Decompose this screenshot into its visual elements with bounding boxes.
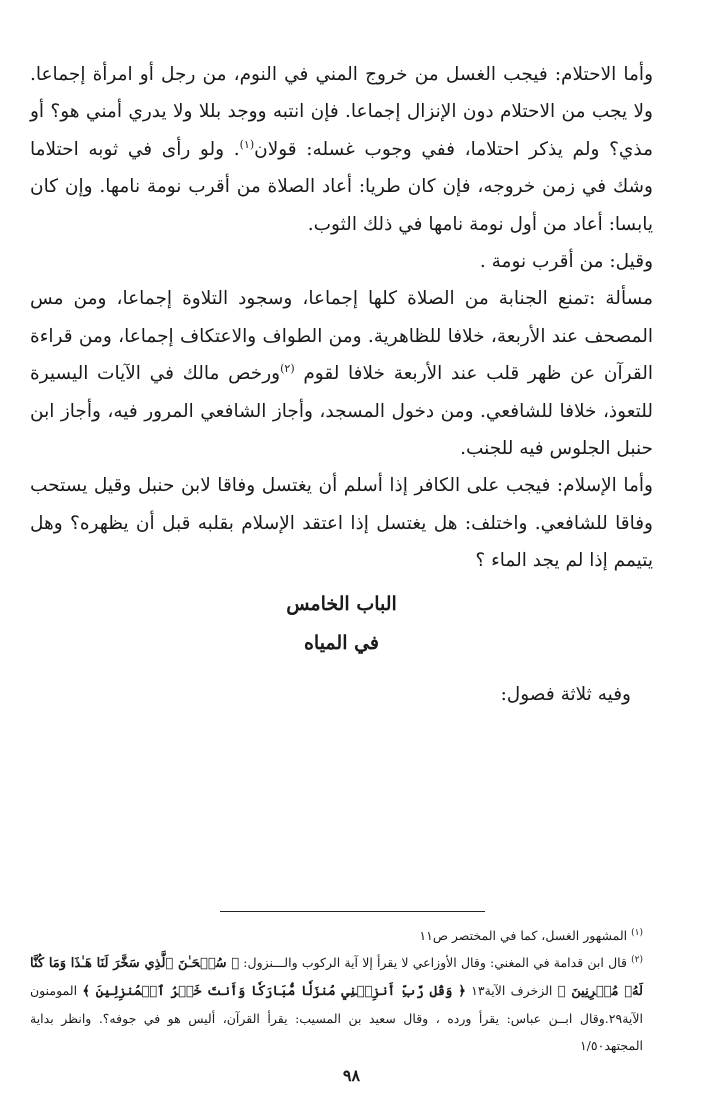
paragraph-text: وقيل: من أقرب نومة . xyxy=(479,251,653,273)
page-number: ٩٨ xyxy=(342,1066,361,1085)
footnote-ref-1: (١) xyxy=(239,137,255,151)
footnotes xyxy=(30,922,643,1059)
paragraph-qil xyxy=(30,243,653,280)
chapter-heading: الباب الخامس xyxy=(286,592,397,615)
paragraph-islam xyxy=(30,467,653,579)
footnote-text: المومنون الآية٢٩.وقال ابــن عباس: يقرأ ورده ، وقال سعيد بن المسيب: يقرأ القرآن، أليس هو في جوفه؟. وانظر بداية المجتهد١/٥٠ xyxy=(30,983,643,1053)
paragraph-text: وأما الاحتلام: فيجب الغسل من خروج المني في النوم، من رجل أو امرأة إجماعا. ولا يجب من الاحتلام دون الإنزال إجماعا. فإن انتبه ووجد بللا ولا يدري أمني هو؟ أو مذي؟ ولم يذكر احتلاما، ففي وجوب غسله: قولان xyxy=(30,64,653,160)
footnote-number: (١) xyxy=(631,927,643,938)
paragraph-text: ورخص مالك في الآيات اليسيرة للتعوذ، خلافا للشافعي. ومن دخول المسجد، وأجاز الشافعي المرور فيه، وأجاز ابن حنبل الجلوس فيه للجنب. xyxy=(30,363,653,460)
footnote-1 xyxy=(30,922,643,949)
paragraph-masala xyxy=(30,280,653,467)
paragraph-ihtilam xyxy=(30,56,653,243)
quran-verse: ﴿ وَقُل رَّبِّ أَنزِلۡنِي مُنزَلٗا مُّبَارَكٗا وَأَنتَ خَيۡرُ ٱلۡمُنزِلِينَ ﴾ xyxy=(82,984,466,999)
footnote-text: الزخرف الآية١٣ xyxy=(465,983,558,998)
footnote-ref-2: (٢) xyxy=(280,362,295,376)
chapter-intro: وفيه ثلاثة فصول: xyxy=(500,683,631,705)
paragraph-text: مسألة :تمنع الجنابة من الصلاة كلها إجماعا، وسجود التلاوة إجماعا، ومن مس المصحف عند الأربعة، خلافا للظاهرية. ومن الطواف والاعتكاف إجماعا، ومن قراءة القرآن عن ظهر قلب عند الأربعة خلافا لقوم xyxy=(30,288,653,385)
footnote-2 xyxy=(30,949,643,1059)
footnote-number: (٢) xyxy=(631,954,644,965)
main-text xyxy=(30,56,653,713)
footnote-text: المشهور الغسل، كما في المختصر ص١١ xyxy=(419,928,632,943)
paragraph-text: وأما الإسلام: فيجب على الكافر إذا أسلم أن يغتسل وفاقا لابن حنبل وقيل يستحب وفاقا للشافعي. واختلف: هل يغتسل إذا اعتقد الإسلام بقلبه قبل أن يظهره؟ وهل يتيمم إذا لم يجد الماء ؟ xyxy=(30,475,653,572)
quran-verse: ﴿ سُبۡحَـٰنَ ٱلَّذِي سَخَّرَ لَنَا هَـٰذَا وَمَا كُنَّا لَهُۥ مُقۡرِنِينَ ﴾ xyxy=(30,956,643,999)
chapter-subheading: في المياه xyxy=(303,631,380,654)
footnote-divider xyxy=(220,911,485,912)
footnote-text: قال ابن قدامة في المغني: وقال الأوزاعي لا يقرأ إلا آية الركوب والـــنزول: xyxy=(239,955,632,970)
paragraph-text: . ولو رأى في ثوبه احتلاما وشك في زمن خروجه، فإن كان طريا: أعاد الصلاة من أقرب نومة نامها. وإن كان يابسا: أعاد من أول نومة نامها في ذلك الثوب. xyxy=(30,138,653,235)
